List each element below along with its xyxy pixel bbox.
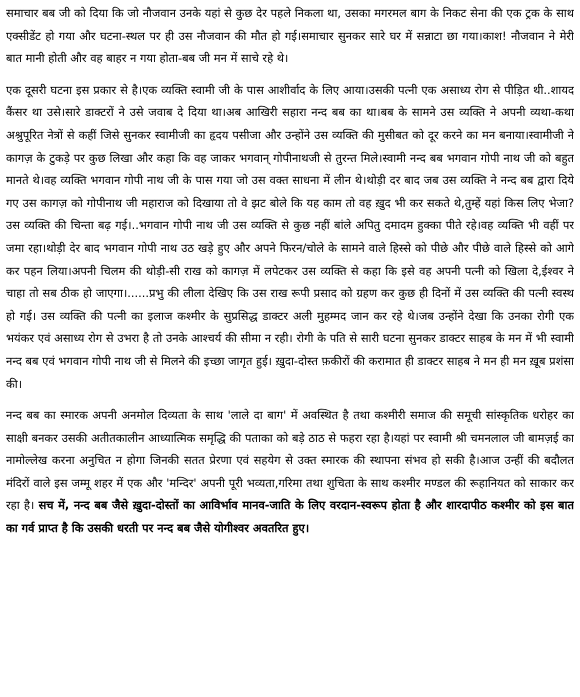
paragraph-spacer [6,70,574,79]
paragraph-accident-story: समाचार बब जी को दिया कि जो नौजवान उनके यहां से कुछ देर पहले निकला था, उसका मगरमल बाग के निकट सेना की एक ट्रक के साथ एक्सीडेंट हो गया और घटना-स्थल पर ही उस नौजवान की मौत हो गई।समाचार सुनकर सारे घर में सन्नाटा छा गया।काश! नौजवान ने मेरी बात मानी होती और वह बाहर न गया होता-बब जी मन में साचे रहे थे। [6,6,574,66]
paragraph-healing-story: एक दूसरी घटना इस प्रकार से है।एक व्यक्ति स्वामी जी के पास आशीर्वाद के लिए आया।उसकी पत्नी एक असाध्य रोग से पीड़ित थी..शायद कैंसर था उसे।सारे डाक्टरों ने उसे जवाब दे दिया था।अब आखिरी सहारा नन्द बब का था।बब के सामने उस व्यक्ति ने अपनी व्यथा-कथा अश्रुपूरित नेत्रों से कहीं जिसे सुनकर स्वामीजी का हृदय पसीजा और उन्होंने उस व्यक्ति की मुसीबत को दूर करने का मन बनाया।स्वामीजी ने कागज़ के टुकड़े पर कुछ लिखा और कहा कि वह जाकर भगवान् गोपीनाथजी से तुरन्त मिले।स्वामी नन्द बब भगवान गोपी नाथ जी को बहुत मानते थे।वह व्यक्ति भगवान गोपी नाथ जी के पास गया जो उस वक्त साधना में लीन थे।थोड़ी दर बाद जब उस व्यक्ति ने नन्द बब द्वारा दिये गए उस कागज़ को गोपीनाथ जी महाराज को दिखाया तो वे झट बोले कि यह काम तो वह ख़ुद भी कर सकते थे,तुम्हें यहां किस लिए भेजा?उस व्यक्ति की चिन्ता बढ़ गई।..भगवान गोपी नाथ जी उस व्यक्ति से कुछ नहीं बांले अपितु दमादम हुक्का पीते रहे।वह व्यक्ति भी वहीं पर जमा रहा।थोड़ी देर बाद भगवान गोपी नाथ उठ खड़े हुए और अपने फिरन/चोले के सामने वाले हिस्से को पीछे और पीछे वाले हिस्से को आगे कर पहन लिया।अपनी चिलम की थोड़ी-सी राख को कागज़ में लपेटकर उस व्यक्ति से कहा कि इसे वह अपनी पत्नी को खिला दे,ईश्वर ने चाहा तो सब ठीक हो जाएगा।......प्रभु की लीला देखिए कि उस राख रूपी प्रसाद को ग्रहण कर कुछ ही दिनों में उस व्यक्ति की पत्नी स्वस्थ हो गई। उस व्यक्ति की पत्नी का इलाज कश्मीर के सुप्रसिद्ध डाक्टर अली मुहम्मद जान कर रहे थे।जब उन्होंने देखा कि उनका रोगी एक भयंकर एवं असाध्य रोग से उभरा है तो उनके आश्चर्य की सीमा न रही। रोगी के पति से सारी घटना सुनकर डाक्टर साहब के मन में भी स्वामी नन्द बब एवं भगवान गोपी नाथ जी से मिलने की इच्छा जागृत हुई। ख़ुदा-दोस्त फ़कीरों की करामात ही डाक्टर साहब ने मन ही मन ख़ूब प्रशंसा की। [6,82,574,391]
paragraph-spacer [6,395,574,404]
paragraph-memorial [6,404,574,540]
memorial-text: नन्द बब का स्मारक अपनी अनमोल दिव्यता के साथ 'लाले दा बाग' में अवस्थित है तथा कश्मीरी समाज की समूची सांस्कृतिक धरोहर का साक्षी बनकर उसकी अतीतकालीन आध्यात्मिक समृद्धि की पताका को बड़े ठाठ से फहरा रहा है।यहां पर स्वामी श्री चमनलाल जी बामज़ई का नामोल्लेख करना अनुचित न होगा जिनकी सतत प्रेरणा एवं सहयेग से उक्त स्मारक की स्थापना संभव हो सकी है।आज उन्हीं की बदौलत मंदिरों वाले इस जम्मू शहर में एक और 'मन्दिर' अपनी पूरी भव्यता,गरिमा तथा शुचिता के साथ कश्मीर मण्डल की रूहानियत को साकार कर रहा है। [6,408,574,513]
memorial-closing-text: सच में, नन्द बब जैसे ख़ुदा-दोस्तों का आविर्भाव मानव-जाति के लिए वरदान-स्वरूप होता है और शारदापीठ कश्मीर को इस बात का गर्व प्राप्त है कि उसकी धरती पर नन्द बब जैसे योगीश्वर अवतरित हुए। [6,498,574,536]
document-page [6,2,574,694]
